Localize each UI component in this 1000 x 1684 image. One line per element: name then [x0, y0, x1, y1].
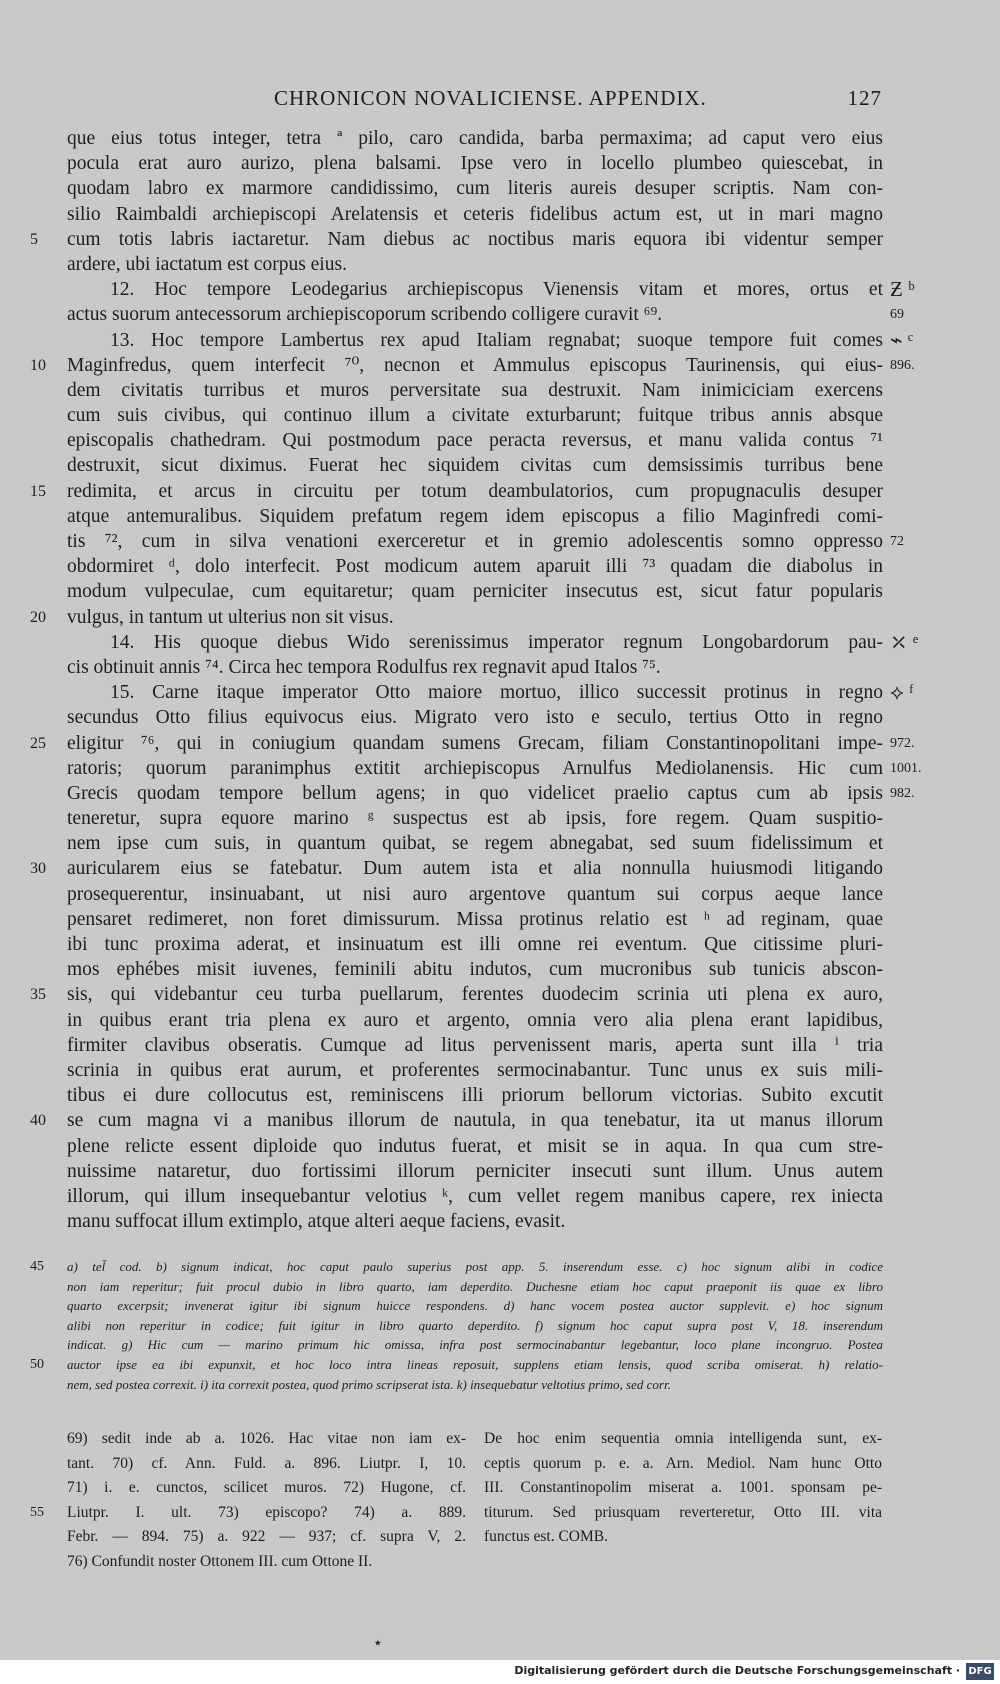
line-text: ratoris; quorum paranimphus extitit archiepiscopus Arnulfus Mediolanensis. Hic cum [67, 757, 883, 779]
line-text: nuissime nataretur, duo fortissimi illorum perniciter insecuti sunt illum. Unus autem [67, 1160, 883, 1182]
text-line [0, 982, 1000, 1007]
commentary-line [0, 1427, 1000, 1452]
text-line [0, 277, 1000, 302]
line-number: 35 [30, 986, 46, 1004]
text-line [0, 1058, 1000, 1083]
text-line [0, 378, 1000, 403]
text-line [0, 756, 1000, 781]
text-line [0, 202, 1000, 227]
line-text: scrinia in quibus erat aurum, et proferentes sermocinabantur. Tunc unus ex suis mili- [67, 1059, 883, 1081]
line-text: tibus ei dure collocutus est, reminiscens illi priorum bellorum victorias. Subito excutit [67, 1085, 883, 1107]
text-line [0, 579, 1000, 604]
text-line [0, 504, 1000, 529]
critical-apparatus [0, 1257, 1000, 1394]
apparatus-line [0, 1355, 1000, 1375]
commentary-line [0, 1476, 1000, 1501]
line-number: 45 [30, 1259, 44, 1274]
commentary-line [0, 1452, 1000, 1477]
text-line [0, 680, 1000, 705]
line-text: manu suffocat illum extimplo, atque alteri aeque faciens, evasit. [67, 1211, 566, 1233]
line-text: firmiter clavibus obseratis. Cumque ad litus pervenissent maris, aperta sunt illa ⁱ tria [67, 1034, 883, 1056]
line-text: modum vulpeculae, cum equitaretur; quam perniciter insecutus est, sicut fatur popularis [67, 581, 883, 603]
line-text: pensaret redimeret, non foret dimissurum. Missa protinus relatio est ʰ ad reginam, quae [67, 908, 883, 930]
text-line [0, 907, 1000, 932]
line-number: 5 [30, 230, 38, 248]
margin-note: 896. [890, 357, 915, 373]
running-header [66, 86, 882, 116]
text-line [0, 353, 1000, 378]
line-text: ibi tunc proxima aderat, et insinuatum est illi omne rei eventum. Que citissime pluri- [67, 934, 883, 955]
line-text: sis, qui videbantur ceu turba puellarum, ferentes duodecim scrinia uti plena ex auro, [67, 984, 883, 1006]
main-text-body [0, 126, 1000, 1234]
line-number: 20 [30, 608, 46, 626]
text-line [0, 554, 1000, 579]
text-line [0, 831, 1000, 856]
dfg-logo: DFG [966, 1663, 994, 1680]
running-title: CHRONICON NOVALICIENSE. APPENDIX. [274, 86, 707, 110]
line-text: Maginfredus, quem interfecit ⁷⁰, necnon et Ammulus episcopus Taurinensis, qui eius- [67, 354, 883, 376]
line-text: atque antemuralibus. Siquidem prefatum regem idem episcopus a filio Maginfredi comi- [67, 505, 883, 527]
line-text: ardere, ubi iactatum est corpus eius. [67, 253, 347, 275]
text-line [0, 1134, 1000, 1159]
line-text: vulgus, in tantum ut ulterius non sit visus. [67, 606, 394, 628]
line-text: se cum magna vi a manibus illorum de nautula, in qua tenebatur, ita ut manus illorum [67, 1110, 883, 1132]
text-line [0, 856, 1000, 881]
line-text: cis obtinuit annis ⁷⁴. Circa hec tempora Rodulfus rex regnavit apud Italos ⁷⁵. [67, 656, 661, 678]
apparatus-text: nem, sed postea correxit. i) ita correxit postea, quod primo scripserat ista. k) insequebatur veltotius primo, sed corr. [67, 1376, 671, 1392]
line-text: eligitur ⁷⁶, qui in coniugium quandam sumens Grecam, filiam Constantinopolitani impe- [67, 732, 883, 754]
text-line [0, 1108, 1000, 1133]
commentary-notes [0, 1427, 1000, 1574]
line-text: actus suorum antecessorum archiepiscoporum scribendo colligere curavit ⁶⁹. [67, 304, 663, 326]
commentary-line [0, 1550, 1000, 1575]
apparatus-line [0, 1316, 1000, 1336]
text-line [0, 479, 1000, 504]
margin-note: Ƶ ᵇ [890, 277, 915, 302]
apparatus-line [0, 1257, 1000, 1277]
line-text: illorum, qui illum insequebantur velotius ᵏ, cum vellet regem manibus capere, rex iniecta [67, 1185, 883, 1207]
commentary-line [0, 1501, 1000, 1526]
commentary-left: 71) i. e. cunctos, scilicet muros. 72) Hugone, cf. [67, 1479, 466, 1496]
commentary-left: 69) sedit inde ab a. 1026. Hac vitae non iam ex- [67, 1430, 466, 1447]
text-line [0, 1008, 1000, 1033]
apparatus-text: quarto excerpsit; invenerat igitur ibi signum huicce respondens. d) hanc vocem postea auctor supplevit. e) hoc signum [67, 1298, 883, 1314]
line-text: redimita, et arcus in circuitu per totum deambulatorios, cum propugnaculis desuper [67, 480, 883, 502]
line-text: auricularem eius se fatebatur. Dum autem ista et alia nonnulla huiusmodi litigando [67, 858, 883, 880]
text-line [0, 1083, 1000, 1108]
text-line [0, 453, 1000, 478]
text-line [0, 428, 1000, 453]
margin-note: 972. [890, 735, 915, 751]
commentary-right: De hoc enim sequentia omnia intelligenda sunt, ex- [484, 1430, 882, 1447]
line-text: quodam labro ex marmore candidissimo, cum literis aureis desuper scriptis. Nam con- [67, 178, 883, 200]
margin-note: ⤫ ᵉ [890, 629, 919, 654]
text-line [0, 1184, 1000, 1209]
line-text: cum totis labris iactaretur. Nam diebus ac noctibus maris equora ibi videntur semper [67, 228, 883, 250]
line-text: teneretur, supra equore marino ᵍ suspectus est ab ipsis, fore regem. Quam suspitio- [67, 808, 883, 830]
line-text: que eius totus integer, tetra ª pilo, caro candida, barba permaxima; ad caput vero eius [67, 128, 883, 149]
line-text: 14. His quoque diebus Wido serenissimus imperator regnum Longobardorum pau- [110, 631, 883, 653]
text-line [0, 151, 1000, 176]
line-text: prosequerentur, insinuabant, ut nisi auro argentove quantum sui corpus aeque lance [67, 883, 883, 905]
text-line [0, 1033, 1000, 1058]
apparatus-text: alibi non reperitur in codice; fuit igitur in libro quarto deperdito. f) signum hoc caput supra post V, 18. inserendum [67, 1317, 883, 1333]
commentary-left: 76) Confundit noster Ottonem III. cum Ottone II. [67, 1552, 373, 1570]
text-line [0, 403, 1000, 428]
commentary-right: ceptis quorum p. e. a. Arn. Mediol. Nam hunc Otto [484, 1454, 882, 1472]
apparatus-text: non iam reperitur; fuit procul dubio in libro quarto, iam deperdito. Duchesne etiam hoc caput praeponit iis quae ex libro [67, 1278, 883, 1294]
text-line [0, 781, 1000, 806]
text-line [0, 932, 1000, 957]
line-text: destruxit, sicut diximus. Fuerat hec siquidem civitas cum demsissimis turribus bene [67, 455, 883, 477]
line-text: 12. Hoc tempore Leodegarius archiepiscopus Vienensis vitam et mores, ortus et [110, 279, 883, 301]
line-text: 13. Hoc tempore Lambertus rex apud Italiam regnabat; suoque tempore fuit comes [110, 329, 883, 351]
line-text: dem civitatis turribus et muros perversitate sua destruxit. Nam inimiciciam exercens [67, 379, 883, 401]
line-text: tis ⁷², cum in silva venationi exerceretur et in gremio adolescentis somno oppresso [67, 531, 883, 552]
text-line [0, 328, 1000, 353]
commentary-right: III. Constantinopolim miserat a. 1001. sponsam pe- [484, 1479, 882, 1496]
line-text: nem ipse cum suis, in quantum quibat, se regem abnegabat, sed suum fidelissimum et [67, 833, 883, 855]
margin-note: 72 [890, 534, 904, 549]
apparatus-text: auctor ipse ea ibi expunxit, et hoc loco intra lineas reposuit, supplens etiam lensis, quod scriba omiserat. h) relatio- [67, 1356, 883, 1372]
commentary-line [0, 1525, 1000, 1550]
line-number: 15 [30, 482, 46, 500]
text-line [0, 302, 1000, 327]
apparatus-line [0, 1375, 1000, 1395]
margin-note: ⟡ ᶠ [890, 680, 914, 705]
text-line [0, 176, 1000, 201]
text-line [0, 1209, 1000, 1234]
line-text: pocula erat auro aurizo, plena balsami. Ipse vero in locello plumbeo quiescebat, in [67, 153, 883, 175]
margin-note: ⌁ ᶜ [890, 327, 914, 352]
footer-credit: Digitalisierung gefördert durch die Deutsche Forschungsgemeinschaft · [514, 1664, 960, 1677]
text-line [0, 655, 1000, 680]
apparatus-text: indicat. g) Hic cum — marino primum hic omissa, infra post sermocinabantur legebantur, loco plane incongruo. Postea [67, 1337, 883, 1353]
text-line [0, 731, 1000, 756]
text-line [0, 806, 1000, 831]
page-number: 127 [847, 86, 882, 110]
text-line [0, 529, 1000, 554]
text-line [0, 605, 1000, 630]
commentary-left: Liutpr. I. ult. 73) episcopo? 74) a. 889. [67, 1503, 466, 1521]
margin-note: 982. [890, 785, 915, 801]
text-line [0, 705, 1000, 730]
text-line [0, 882, 1000, 907]
line-text: in quibus erant tria plena ex auro et argento, omnia vero alia plena erant lapidibus, [67, 1009, 883, 1031]
commentary-left: Febr. — 894. 75) a. 922 — 937; cf. supra V, 2. [67, 1528, 466, 1545]
text-line [0, 1159, 1000, 1184]
commentary-right: functus est. COMB. [484, 1528, 608, 1545]
line-text: cum suis civibus, qui continuo illum a civitate exturbarunt; fuitque tribus annis absque [67, 405, 883, 427]
commentary-right: titurum. Sed priusquam reverteretur, Otto III. vita [484, 1503, 882, 1521]
line-text: silio Raimbaldi archiepiscopi Arelatensis et ceteris fidelibus actum est, ut in mari magno [67, 203, 883, 225]
line-text: secundus Otto filius equivocus eius. Migrato vero isto e seculo, tertius Otto in regno [67, 707, 883, 729]
text-line [0, 252, 1000, 277]
line-number: 55 [30, 1504, 44, 1520]
text-line [0, 630, 1000, 655]
line-text: plene relicte essent diploide quo indutus fuerat, et misit se in aqua. In qua cum stre- [67, 1135, 883, 1157]
line-number: 30 [30, 860, 46, 878]
bottom-mark: ٭ [374, 1636, 382, 1651]
commentary-left: tant. 70) cf. Ann. Fuld. a. 896. Liutpr. I, 10. [67, 1454, 466, 1472]
margin-note: 1001. [890, 760, 922, 776]
line-number: 40 [30, 1112, 46, 1130]
apparatus-line [0, 1277, 1000, 1297]
apparatus-text: a) tel̃ cod. b) signum indicat, hoc caput paulo superius post app. 5. inserendum esse. c) hoc signum alibi in codice [67, 1259, 883, 1274]
line-text: obdormiret ᵈ, dolo interfecit. Post modicum autem aparuit illi ⁷³ quadam die diabolus in [67, 556, 883, 578]
line-number: 50 [30, 1356, 44, 1372]
margin-note: 69 [890, 307, 904, 323]
line-text: 15. Carne itaque imperator Otto maiore mortuo, illico successit protinus in regno [110, 682, 883, 704]
apparatus-line [0, 1296, 1000, 1316]
line-number: 25 [30, 734, 46, 752]
text-line [0, 957, 1000, 982]
line-text: episcopalis chathedram. Qui postmodum pace peracta reversus, et manu valida contus ⁷¹ [67, 430, 883, 452]
apparatus-line [0, 1335, 1000, 1355]
text-line [0, 227, 1000, 252]
line-text: Grecis quodam tempore bellum agens; in quo videlicet praelio captus cum ab ipsis [67, 782, 883, 804]
text-line [0, 126, 1000, 151]
line-text: mos ephébes misit iuvenes, feminili abitu indutos, cum mucronibus sub tunicis abscon- [67, 959, 883, 981]
line-number: 10 [30, 356, 46, 374]
footer-bar [0, 1660, 1000, 1684]
